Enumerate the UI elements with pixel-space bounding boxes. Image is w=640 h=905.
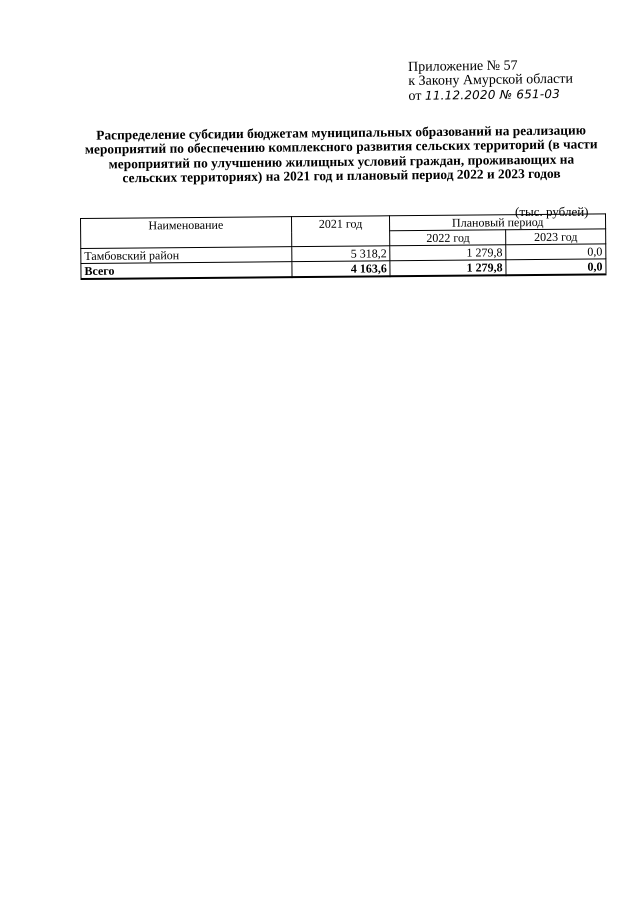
total-value-2022: 1 279,8	[390, 260, 506, 277]
appendix-date-line	[408, 87, 573, 104]
total-value-2023: 0,0	[506, 259, 606, 275]
header-2022: 2022 год	[390, 230, 506, 246]
row-value-2021: 5 318,2	[291, 246, 390, 262]
row-value-2023: 0,0	[506, 244, 606, 260]
header-name: Наименование	[81, 217, 292, 249]
total-label: Всего	[81, 262, 292, 279]
header-planned-period: Плановый период	[390, 214, 606, 231]
total-value-2021: 4 163,6	[292, 261, 391, 277]
row-name: Тамбовский район	[81, 247, 292, 264]
document-title: Распределение субсидии бюджетам муниципальных образований на реализацию мероприятий по обеспечению комплексного развития сельских территорий (в части мероприятий по улучшению жилищных условий граждан, проживающих на сельских территориях) на 2021 год и плановый период 2022 и 2023 годов	[84, 122, 598, 186]
subsidy-table	[80, 213, 607, 280]
units-label: (тыс. рублей)	[515, 204, 589, 219]
handwritten-date-number: 11.12.2020 № 651-03	[424, 86, 561, 103]
header-2023: 2023 год	[506, 229, 606, 245]
appendix-date-prefix: от	[408, 88, 422, 104]
appendix-number: Приложение № 57	[407, 58, 518, 75]
header-2021: 2021 год	[291, 216, 390, 247]
row-value-2022: 1 279,8	[390, 245, 506, 261]
appendix-header	[408, 59, 573, 104]
appendix-law: к Закону Амурской области	[408, 71, 574, 89]
